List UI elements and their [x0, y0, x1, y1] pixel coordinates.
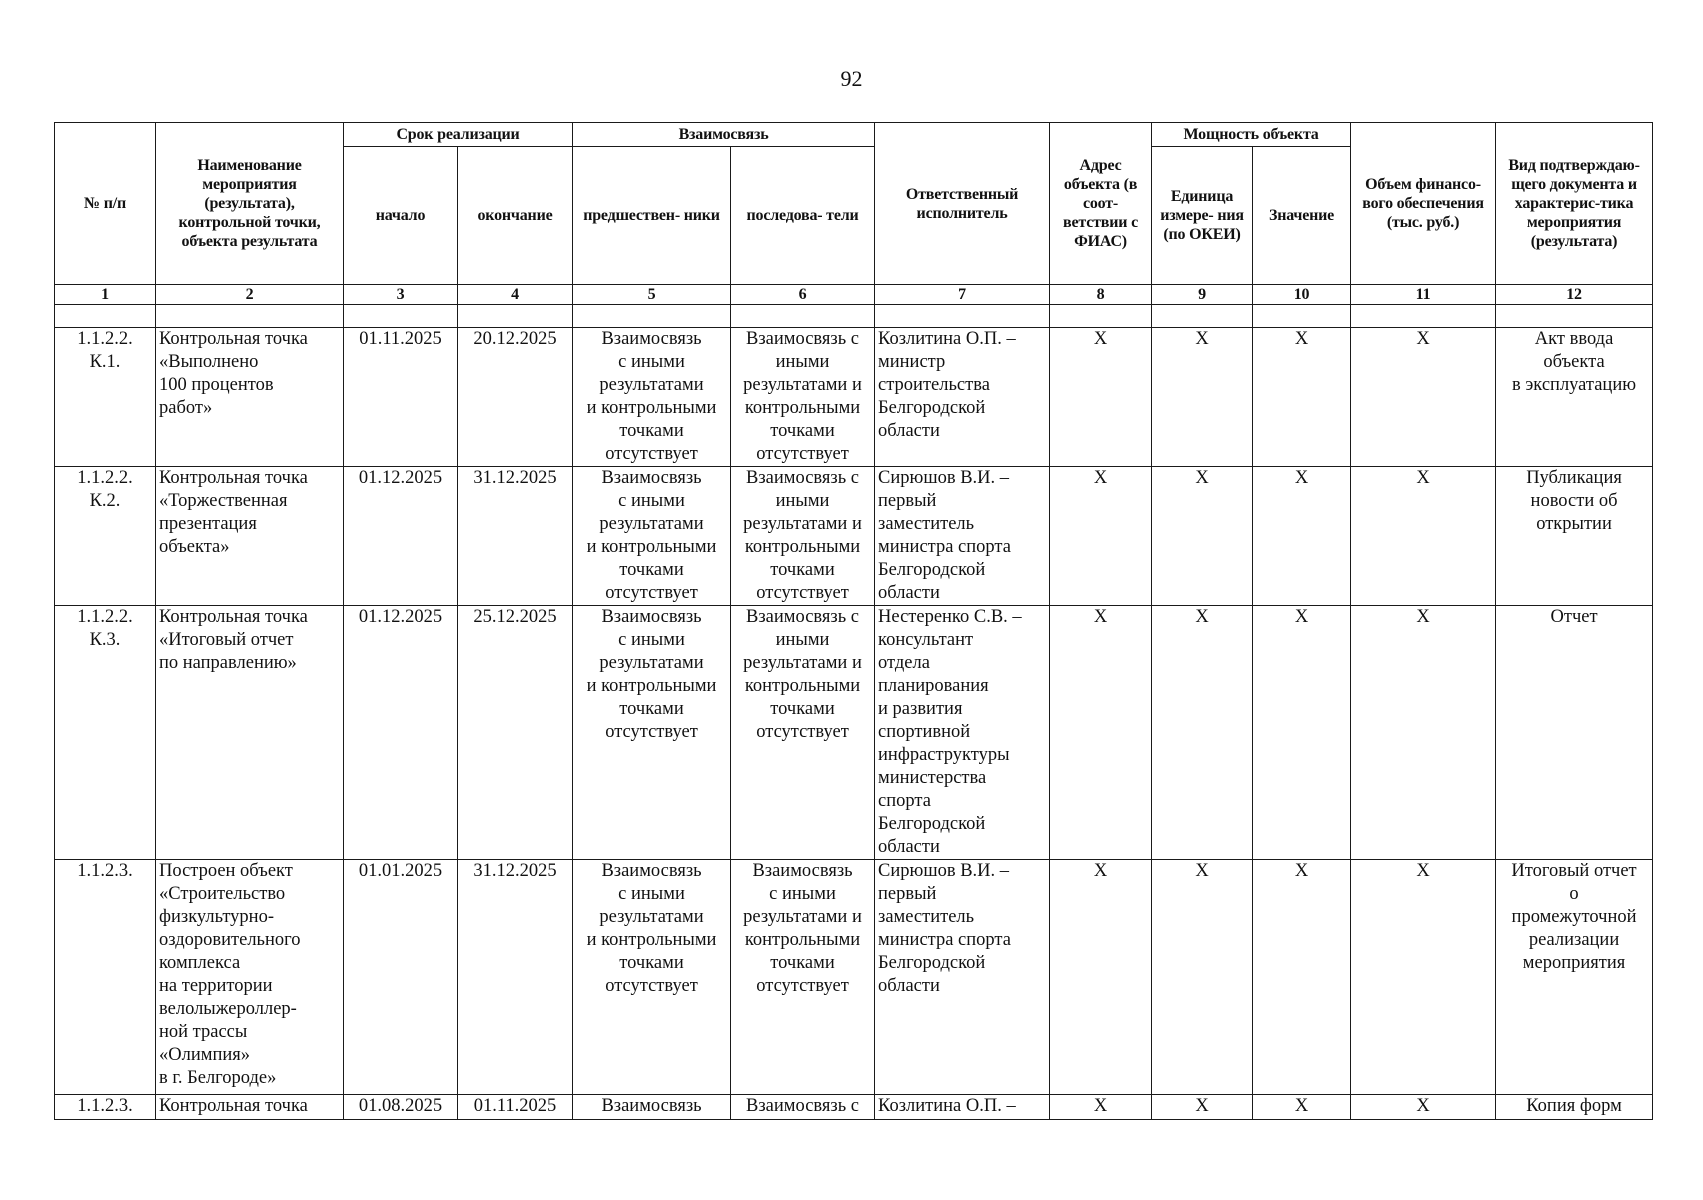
row-unit: X	[1152, 467, 1253, 606]
row-doc: Отчет	[1496, 606, 1653, 860]
row-end: 20.12.2025	[458, 328, 573, 467]
row-num: 1.1.2.3.	[55, 860, 156, 1095]
row-name: Контрольная точка	[156, 1095, 344, 1120]
row-volume: X	[1351, 606, 1496, 860]
header-term-start: начало	[344, 147, 458, 285]
row-pred: Взаимосвязь с иными результатами и контрольными точками отсутствует	[573, 467, 731, 606]
row-value: X	[1253, 860, 1351, 1095]
header-row-top	[55, 123, 1653, 147]
row-next: Взаимосвязь с	[731, 1095, 875, 1120]
row-end: 25.12.2025	[458, 606, 573, 860]
row-unit: X	[1152, 1095, 1253, 1120]
row-end: 31.12.2025	[458, 467, 573, 606]
row-start: 01.12.2025	[344, 467, 458, 606]
column-number: 4	[458, 285, 573, 305]
column-number: 1	[55, 285, 156, 305]
header-term-end: окончание	[458, 147, 573, 285]
row-address: X	[1050, 860, 1152, 1095]
column-number: 6	[731, 285, 875, 305]
header-name: Наименование мероприятия (результата), контрольной точки, объекта результата	[156, 123, 344, 285]
row-address: X	[1050, 467, 1152, 606]
row-pred: Взаимосвязь с иными результатами и контрольными точками отсутствует	[573, 328, 731, 467]
row-doc: Публикация новости об открытии	[1496, 467, 1653, 606]
row-doc: Акт ввода объекта в эксплуатацию	[1496, 328, 1653, 467]
row-num: 1.1.2.2. К.1.	[55, 328, 156, 467]
header-value: Значение	[1253, 147, 1351, 285]
row-num: 1.1.2.2. К.3.	[55, 606, 156, 860]
column-number: 12	[1496, 285, 1653, 305]
plan-table	[54, 122, 1653, 1120]
row-start: 01.11.2025	[344, 328, 458, 467]
row-responsible: Сирюшов В.И. – первый заместитель министра спорта Белгородской области	[875, 860, 1050, 1095]
header-doc-type: Вид подтверждаю-щего документа и характерис-тика мероприятия (результата)	[1496, 123, 1653, 285]
header-volume: Объем финансо-вого обеспечения (тыс. руб.)	[1351, 123, 1496, 285]
header-capacity-group: Мощность объекта	[1152, 123, 1351, 147]
table-row	[55, 328, 1653, 467]
row-unit: X	[1152, 606, 1253, 860]
row-volume: X	[1351, 1095, 1496, 1120]
row-responsible: Козлитина О.П. –	[875, 1095, 1050, 1120]
header-responsible: Ответственный исполнитель	[875, 123, 1050, 285]
row-start: 01.08.2025	[344, 1095, 458, 1120]
row-volume: X	[1351, 328, 1496, 467]
row-address: X	[1050, 328, 1152, 467]
row-pred: Взаимосвязь с иными результатами и контрольными точками отсутствует	[573, 606, 731, 860]
row-unit: X	[1152, 328, 1253, 467]
row-responsible: Козлитина О.П. – министр строительства Белгородской области	[875, 328, 1050, 467]
header-term-group: Срок реализации	[344, 123, 573, 147]
column-number: 9	[1152, 285, 1253, 305]
header-link-next: последова- тели	[731, 147, 875, 285]
column-number: 11	[1351, 285, 1496, 305]
column-number: 7	[875, 285, 1050, 305]
table-row	[55, 467, 1653, 606]
row-value: X	[1253, 328, 1351, 467]
table-row	[55, 1095, 1653, 1120]
table-row	[55, 860, 1653, 1095]
row-name: Контрольная точка «Выполнено 100 процентов работ»	[156, 328, 344, 467]
row-next: Взаимосвязь с иными результатами и контрольными точками отсутствует	[731, 467, 875, 606]
row-name: Контрольная точка «Торжественная презентация объекта»	[156, 467, 344, 606]
row-doc: Итоговый отчет о промежуточной реализации мероприятия	[1496, 860, 1653, 1095]
row-num: 1.1.2.2. К.2.	[55, 467, 156, 606]
row-address: X	[1050, 606, 1152, 860]
row-pred: Взаимосвязь	[573, 1095, 731, 1120]
column-number: 5	[573, 285, 731, 305]
row-end: 31.12.2025	[458, 860, 573, 1095]
header-link-group: Взаимосвязь	[573, 123, 875, 147]
row-start: 01.12.2025	[344, 606, 458, 860]
row-name: Контрольная точка «Итоговый отчет по направлению»	[156, 606, 344, 860]
column-number: 2	[156, 285, 344, 305]
row-value: X	[1253, 606, 1351, 860]
header-link-pred: предшествен- ники	[573, 147, 731, 285]
row-value: X	[1253, 1095, 1351, 1120]
row-name: Построен объект «Строительство физкультурно- оздоровительного комплекса на территории велолыжероллер- ной трассы «Олимпия» в г. Белгороде»	[156, 860, 344, 1095]
row-end: 01.11.2025	[458, 1095, 573, 1120]
row-volume: X	[1351, 467, 1496, 606]
row-doc: Копия форм	[1496, 1095, 1653, 1120]
table-row	[55, 606, 1653, 860]
spacer-row	[55, 305, 1653, 328]
column-number: 3	[344, 285, 458, 305]
row-address: X	[1050, 1095, 1152, 1120]
row-next: Взаимосвязь с иными результатами и контрольными точками отсутствует	[731, 328, 875, 467]
column-number: 10	[1253, 285, 1351, 305]
header-address: Адрес объекта (в соот- ветствии с ФИАС)	[1050, 123, 1152, 285]
header-unit: Единица измере- ния (по ОКЕИ)	[1152, 147, 1253, 285]
row-volume: X	[1351, 860, 1496, 1095]
row-next: Взаимосвязь с иными результатами и контрольными точками отсутствует	[731, 606, 875, 860]
column-number-row	[55, 285, 1653, 305]
row-pred: Взаимосвязь с иными результатами и контрольными точками отсутствует	[573, 860, 731, 1095]
row-unit: X	[1152, 860, 1253, 1095]
row-num: 1.1.2.3.	[55, 1095, 156, 1120]
column-number: 8	[1050, 285, 1152, 305]
row-start: 01.01.2025	[344, 860, 458, 1095]
row-responsible: Нестеренко С.В. – консультант отдела планирования и развития спортивной инфраструктуры министерства спорта Белгородской области	[875, 606, 1050, 860]
row-value: X	[1253, 467, 1351, 606]
row-next: Взаимосвязь с иными результатами и контрольными точками отсутствует	[731, 860, 875, 1095]
row-responsible: Сирюшов В.И. – первый заместитель министра спорта Белгородской области	[875, 467, 1050, 606]
plan-table-container	[54, 122, 1652, 1120]
page-number: 92	[840, 66, 863, 91]
header-num: № п/п	[55, 123, 156, 285]
